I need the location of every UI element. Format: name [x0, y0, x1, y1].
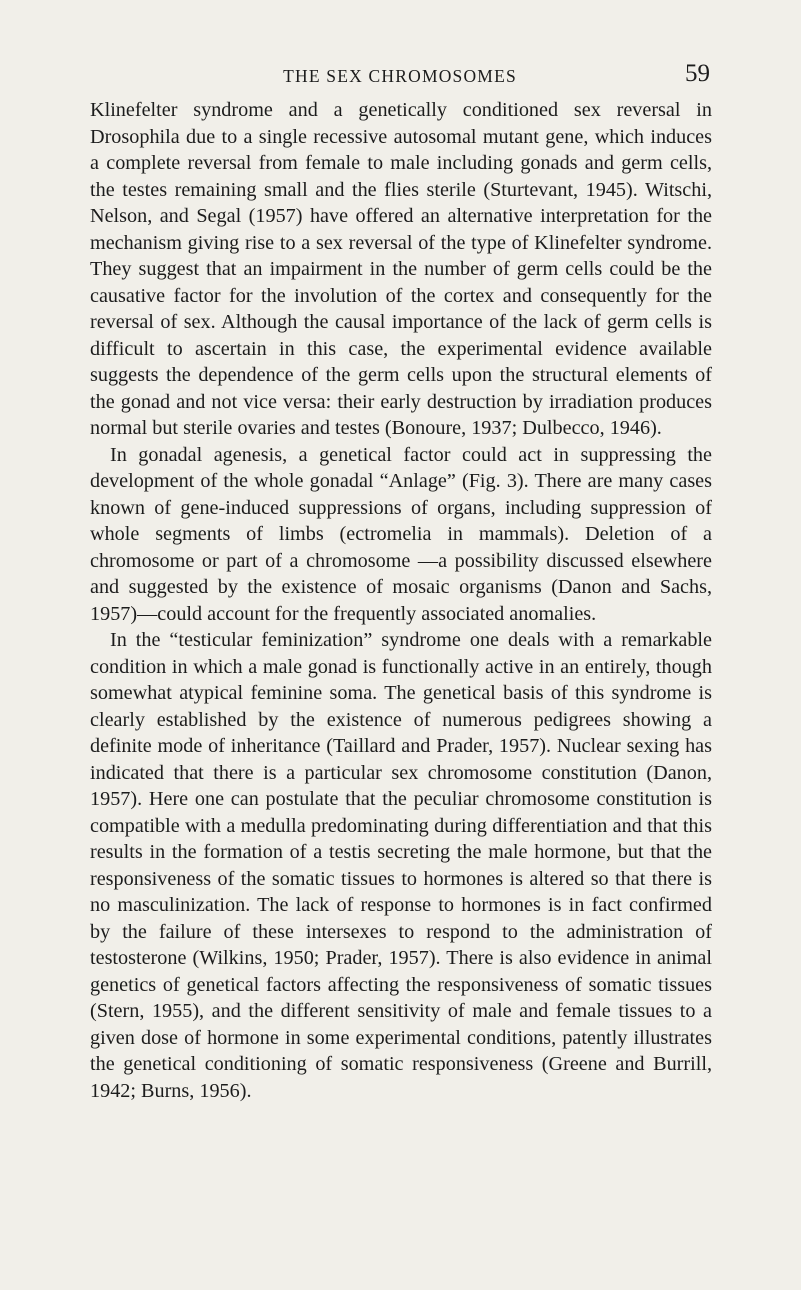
paragraph: In gonadal agenesis, a genetical factor could act in suppressing the development of the whole gonadal “Anlage” (Fig. 3). There are many cases known of gene-induced suppressions of organs, including suppression of whole segments of limbs (ectromelia in mammals). Deletion of a chromosome or part of a chromosome —a possibility discussed elsewhere and suggested by the existence of mosaic organisms (Danon and Sachs, 1957)—could account for the frequently associated anomalies.: [90, 443, 712, 625]
running-header: [90, 58, 710, 98]
paragraph: Klinefelter syndrome and a genetically conditioned sex reversal in Drosophila due to a single recessive autosomal mutant gene, which induces a complete reversal from female to male including gonads and germ cells, the testes remaining small and the flies sterile (Sturtevant, 1945). Witschi, Nelson, and Segal (1957) have offered an alternative interpretation for the mechanism giving rise to a sex reversal of the type of Klinefelter syndrome. They suggest that an impairment in the number of germ cells could be the causative factor for the involution of the cortex and consequently for the reversal of sex. Although the causal importance of the lack of germ cells is difficult to ascertain in this case, the experimental evidence available suggests the dependence of the germ cells upon the structural elements of the gonad and not vice versa: their early destruction by irradiation produces normal but sterile ovaries and testes (Bonoure, 1937; Dulbecco, 1946).: [90, 99, 712, 439]
page-number: 59: [685, 60, 710, 87]
running-title: THE SEX CHROMOSOMES: [283, 66, 517, 86]
paragraph: In the “testicular feminization” syndrome one deals with a remarkable condition in which a male gonad is functionally active in an entirely, though somewhat atypical feminine soma. The genetical basis of this syndrome is clearly established by the existence of numerous pedigrees showing a definite mode of inheritance (Taillard and Prader, 1957). Nuclear sexing has indicated that there is a particular sex chromosome constitution (Danon, 1957). Here one can postulate that the peculiar chromosome constitution is compatible with a medulla predominating during differentiation and that this results in the formation of a testis secreting the male hormone, but that the responsiveness of the somatic tissues to hormones is altered so that there is no masculinization. The lack of response to hormones is in fact confirmed by the failure of these intersexes to respond to the administration of testosterone (Wilkins, 1950; Prader, 1957). There is also evidence in animal genetics of genetical factors affecting the responsiveness of somatic tissues (Stern, 1955), and the different sensitivity of male and female tissues to a given dose of hormone in some experimental conditions, patently illustrates the genetical conditioning of somatic responsiveness (Greene and Burrill, 1942; Burns, 1956).: [90, 629, 712, 1102]
body-text: [90, 97, 712, 1104]
